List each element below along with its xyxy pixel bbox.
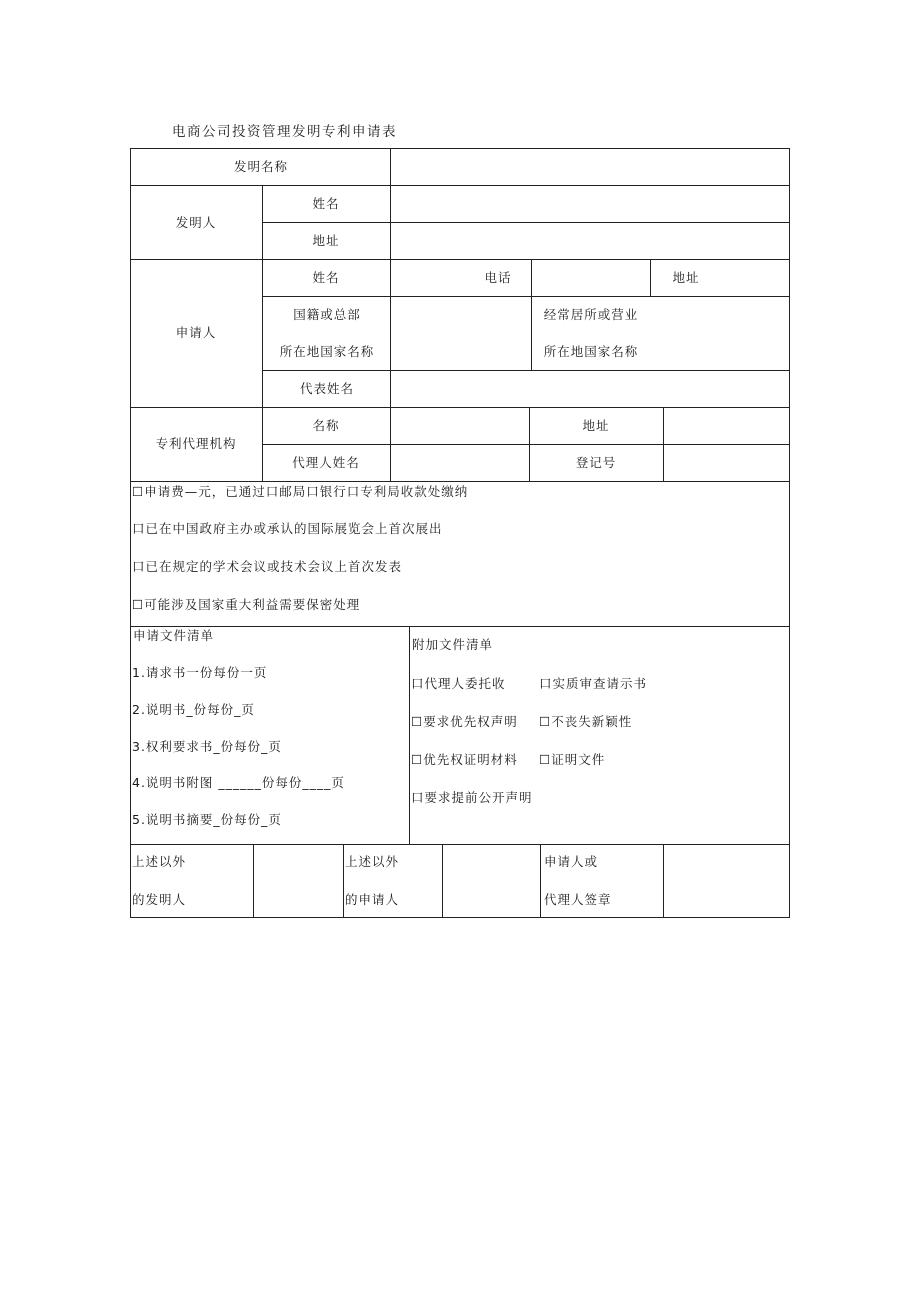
inventor-label: 发明人	[175, 215, 217, 230]
inventor-address-field[interactable]	[391, 223, 789, 259]
invention-name-field[interactable]	[391, 149, 789, 185]
applicant-address-label: 地址	[672, 270, 700, 285]
agency-address-label: 地址	[582, 418, 610, 433]
agency-name-label: 名称	[312, 418, 340, 433]
nationality-label-line1: 国籍或总部	[293, 307, 361, 322]
row-divider	[131, 259, 789, 260]
agency-label: 专利代理机构	[155, 436, 237, 451]
attached-doc-power-of-attorney[interactable]: 口代理人委托收	[411, 676, 506, 691]
application-doc-item: 1.请求书一份每份一页	[132, 665, 268, 680]
applicant-label: 申请人	[175, 325, 217, 340]
declaration-exhibition[interactable]: 口已在中国政府主办或承认的国际展览会上首次展出	[132, 521, 443, 536]
column-divider	[529, 407, 530, 481]
attached-docs-heading: 附加文件清单	[412, 637, 494, 652]
declaration-conference[interactable]: 口已在规定的学术会议或技术会议上首次发表	[132, 559, 403, 574]
residence-label-line1: 经常居所或营业	[543, 307, 639, 322]
other-applicants-field[interactable]	[443, 845, 540, 917]
inventor-name-field[interactable]	[391, 186, 789, 222]
application-doc-item: 5.说明书摘要_份每份_页	[132, 812, 282, 827]
inventor-name-label: 姓名	[312, 196, 340, 211]
inventor-address-label: 地址	[312, 233, 340, 248]
application-doc-item: 3.权利要求书_份每份_页	[132, 739, 282, 754]
residence-field[interactable]	[651, 297, 789, 370]
attached-doc-certificate[interactable]: ☐证明文件	[539, 752, 606, 767]
other-inventors-field[interactable]	[254, 845, 343, 917]
representative-field[interactable]	[391, 371, 789, 407]
applicant-phone-label: 电话	[484, 270, 512, 285]
attached-doc-priority-claim[interactable]: ☐要求优先权声明	[411, 714, 518, 729]
other-applicants-label-line1: 上述以外	[345, 854, 400, 869]
declaration-confidential[interactable]: ☐可能涉及国家重大利益需要保密处理	[132, 597, 361, 612]
application-doc-item: 4.说明书附图 ______份每份____页	[132, 775, 345, 790]
attached-doc-priority-evidence[interactable]: ☐优先权证明材料	[411, 752, 518, 767]
attached-doc-novelty[interactable]: ☐不丧失新颖性	[539, 714, 633, 729]
application-docs-heading: 申请文件清单	[133, 628, 215, 643]
seal-label-line1: 申请人或	[544, 854, 599, 869]
other-inventors-label-line2: 的发明人	[132, 892, 187, 907]
other-applicants-label-line2: 的申请人	[345, 892, 400, 907]
representative-label: 代表姓名	[299, 381, 355, 396]
seal-label-line2: 代理人签章	[544, 892, 612, 907]
column-divider	[409, 626, 410, 844]
attached-doc-examination-request[interactable]: 口实质审查请示书	[539, 676, 648, 691]
patent-application-form	[130, 148, 790, 918]
nationality-label-line2: 所在地国家名称	[279, 344, 375, 359]
invention-name-label: 发明名称	[233, 159, 289, 174]
column-divider	[343, 844, 344, 917]
column-divider	[262, 185, 263, 481]
row-divider	[131, 626, 789, 627]
seal-field[interactable]	[664, 845, 789, 917]
other-inventors-label-line1: 上述以外	[132, 854, 187, 869]
declaration-fee[interactable]: ☐申请费—元，已通过口邮局口银行口专利局收款处缴纳	[132, 484, 469, 499]
registration-field[interactable]	[664, 445, 789, 481]
column-divider	[540, 844, 541, 917]
applicant-phone-field[interactable]	[532, 260, 650, 296]
attached-doc-early-publication[interactable]: 口要求提前公开声明	[411, 790, 533, 805]
column-divider	[650, 259, 651, 296]
row-divider	[131, 481, 789, 482]
agency-address-field[interactable]	[664, 408, 789, 444]
agent-name-label: 代理人姓名	[292, 455, 360, 470]
applicant-name-label: 姓名	[312, 270, 340, 285]
registration-label: 登记号	[575, 455, 617, 470]
nationality-field[interactable]	[391, 297, 531, 370]
form-title: 电商公司投资管理发明专利申请表	[172, 124, 397, 140]
application-doc-item: 2.说明书_份每份_页	[132, 702, 255, 717]
residence-label-line2: 所在地国家名称	[543, 344, 639, 359]
agency-name-field[interactable]	[391, 408, 529, 444]
agent-name-field[interactable]	[391, 445, 529, 481]
